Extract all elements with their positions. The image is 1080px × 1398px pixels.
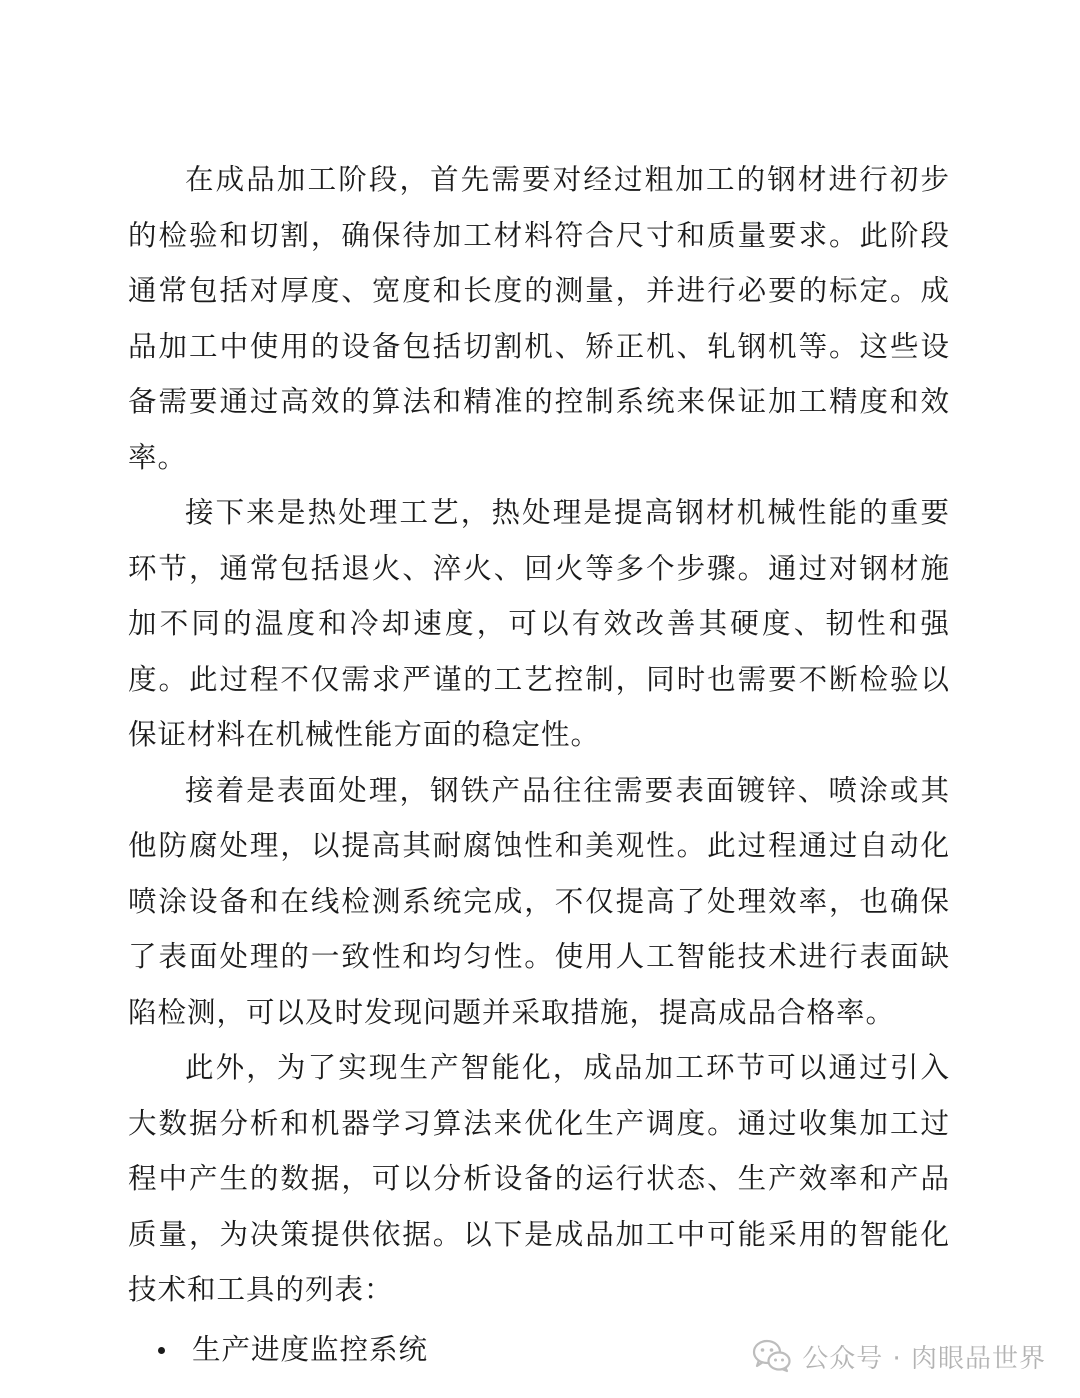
- paragraph-surface-treatment: 接着是表面处理，钢铁产品往往需要表面镀锌、喷涂或其他防腐处理，以提高其耐腐蚀性和美观性。此过程通过自动化喷涂设备和在线检测系统完成，不仅提高了处理效率，也确保了表面处理的一致性和均匀性。使用人工智能技术进行表面缺陷检测，可以及时发现问题并采取措施，提高成品合格率。: [128, 773, 950, 1029]
- watermark-text: 公众号 · 肉眼品世界: [802, 1343, 1046, 1374]
- wechat-icon: [752, 1339, 792, 1373]
- document-body: [128, 152, 950, 1377]
- list-item-label: 生产进度监控系统: [192, 1332, 429, 1366]
- paragraph-intelligent-production: 此外，为了实现生产智能化，成品加工环节可以通过引入大数据分析和机器学习算法来优化生产调度。通过收集加工过程中产生的数据，可以分析设备的运行状态、生产效率和产品质量，为决策提供依据。以下是成品加工中可能采用的智能化技术和工具的列表：: [128, 1051, 950, 1306]
- watermark: [752, 1336, 1046, 1376]
- paragraph-finishing: 在成品加工阶段，首先需要对经过粗加工的钢材进行初步的检验和切割，确保待加工材料符合尺寸和质量要求。此阶段通常包括对厚度、宽度和长度的测量，并进行必要的标定。成品加工中使用的设备包括切割机、矫正机、轧钢机等。这些设备需要通过高效的算法和精准的控制系统来保证加工精度和效率。: [128, 163, 950, 474]
- bullet-icon: [158, 1347, 165, 1354]
- paragraph-heat-treatment: 接下来是热处理工艺，热处理是提高钢材机械性能的重要环节，通常包括退火、淬火、回火等多个步骤。通过对钢材施加不同的温度和冷却速度，可以有效改善其硬度、韧性和强度。此过程不仅需求严谨的工艺控制，同时也需要不断检验以保证材料在机械性能方面的稳定性。: [128, 496, 950, 751]
